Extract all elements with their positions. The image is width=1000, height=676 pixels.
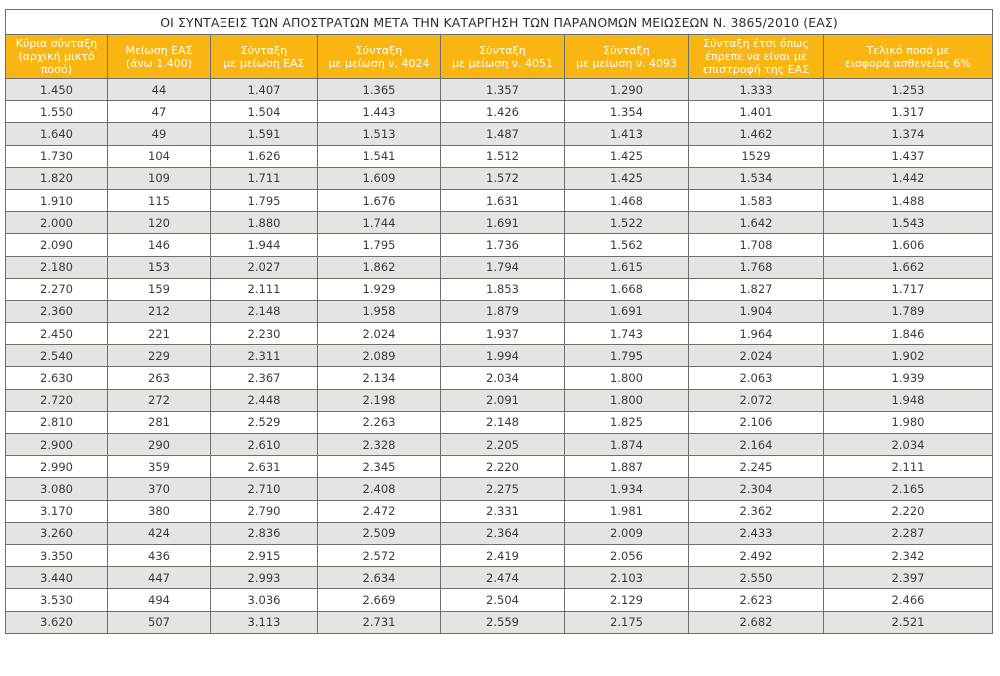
table-cell: 1.572 — [441, 167, 565, 189]
table-row — [6, 79, 993, 101]
table-cell: 1.879 — [441, 300, 565, 322]
table-cell: 2.397 — [824, 567, 993, 589]
table-row — [6, 345, 993, 367]
table-cell: 2.287 — [824, 522, 993, 544]
table-cell: 1.407 — [211, 79, 318, 101]
table-cell: 104 — [108, 145, 211, 167]
table-cell: 1.910 — [6, 189, 108, 211]
table-cell: 2.720 — [6, 389, 108, 411]
column-header-line: Τελικό ποσό με — [866, 43, 950, 57]
table-cell: 2.103 — [565, 567, 689, 589]
table-cell: 281 — [108, 411, 211, 433]
table-cell: 109 — [108, 167, 211, 189]
header-pension-4051 — [441, 35, 565, 79]
table-cell: 2.810 — [6, 411, 108, 433]
table-cell: 2.165 — [824, 478, 993, 500]
table-cell: 2.466 — [824, 589, 993, 611]
table-cell: 146 — [108, 234, 211, 256]
table-cell: 2.559 — [441, 611, 565, 633]
table-cell: 3.350 — [6, 544, 108, 566]
table-row — [6, 522, 993, 544]
table-cell: 2.027 — [211, 256, 318, 278]
table-cell: 1.543 — [824, 212, 993, 234]
table-cell: 2.148 — [211, 300, 318, 322]
column-header-line: έπρεπε να είναι με — [705, 50, 807, 63]
table-cell: 1.512 — [441, 145, 565, 167]
table-row — [6, 456, 993, 478]
table-cell: 2.072 — [689, 389, 824, 411]
table-cell: 1.827 — [689, 278, 824, 300]
table-cell: 1.317 — [824, 101, 993, 123]
table-cell: 159 — [108, 278, 211, 300]
table-cell: 1.743 — [565, 323, 689, 345]
title-row — [6, 10, 993, 35]
table-cell: 2.790 — [211, 500, 318, 522]
table-cell: 1.504 — [211, 101, 318, 123]
table-cell: 1.513 — [318, 123, 441, 145]
table-cell: 2.164 — [689, 434, 824, 456]
table-cell: 153 — [108, 256, 211, 278]
table-title: ΟΙ ΣΥΝΤΑΞΕΙΣ ΤΩΝ ΑΠΟΣΤΡΑΤΩΝ ΜΕΤΑ ΤΗΝ ΚΑΤΑΡΓΗΣΗ ΤΩΝ ΠΑΡΑΝΟΜΩΝ ΜΕΙΩΣΕΩΝ Ν. 3865/2010 (ΕΑΣ) — [6, 10, 993, 35]
table-row — [6, 323, 993, 345]
table-cell: 2.230 — [211, 323, 318, 345]
table-cell: 1.631 — [441, 189, 565, 211]
table-cell: 2.731 — [318, 611, 441, 633]
table-cell: 1.904 — [689, 300, 824, 322]
table-cell: 1.462 — [689, 123, 824, 145]
table-cell: 2.682 — [689, 611, 824, 633]
table-cell: 1.937 — [441, 323, 565, 345]
table-cell: 2.540 — [6, 345, 108, 367]
table-cell: 263 — [108, 367, 211, 389]
table-cell: 3.080 — [6, 478, 108, 500]
table-cell: 1.958 — [318, 300, 441, 322]
table-cell: 1.939 — [824, 367, 993, 389]
table-row — [6, 256, 993, 278]
table-cell: 2.034 — [441, 367, 565, 389]
table-row — [6, 544, 993, 566]
table-cell: 1.929 — [318, 278, 441, 300]
table-cell: 1.487 — [441, 123, 565, 145]
table-cell: 2.263 — [318, 411, 441, 433]
table-cell: 2.572 — [318, 544, 441, 566]
column-header-line: Μείωση ΕΑΣ — [125, 43, 193, 57]
table-cell: 2.521 — [824, 611, 993, 633]
table-cell: 2.623 — [689, 589, 824, 611]
table-cell: 1.994 — [441, 345, 565, 367]
table-cell: 494 — [108, 589, 211, 611]
table-row — [6, 611, 993, 633]
table-cell: 2.610 — [211, 434, 318, 456]
table-cell: 1.795 — [318, 234, 441, 256]
table-cell: 1.880 — [211, 212, 318, 234]
table-cell: 1.711 — [211, 167, 318, 189]
table-cell: 3.036 — [211, 589, 318, 611]
table-cell: 1.980 — [824, 411, 993, 433]
table-cell: 2.993 — [211, 567, 318, 589]
table-cell: 1.413 — [565, 123, 689, 145]
column-header-line: Σύνταξη έτσι όπως — [703, 37, 809, 50]
column-header-line: (αρχική μικτό — [18, 50, 95, 63]
table-cell: 2.900 — [6, 434, 108, 456]
column-header-line: Κύρια σύνταξη — [15, 37, 98, 50]
table-cell: 2.148 — [441, 411, 565, 433]
table-cell: 436 — [108, 544, 211, 566]
table-cell: 1.541 — [318, 145, 441, 167]
table-cell: 1.789 — [824, 300, 993, 322]
table-cell: 2.111 — [211, 278, 318, 300]
table-cell: 2.433 — [689, 522, 824, 544]
table-cell: 1.450 — [6, 79, 108, 101]
table-row — [6, 434, 993, 456]
table-cell: 1.730 — [6, 145, 108, 167]
table-row — [6, 145, 993, 167]
table-cell: 2.450 — [6, 323, 108, 345]
table-cell: 1.354 — [565, 101, 689, 123]
table-cell: 359 — [108, 456, 211, 478]
table-cell: 2.342 — [824, 544, 993, 566]
table-cell: 2.364 — [441, 522, 565, 544]
table-cell: 2.111 — [824, 456, 993, 478]
table-cell: 2.129 — [565, 589, 689, 611]
table-cell: 1.626 — [211, 145, 318, 167]
table-cell: 1.794 — [441, 256, 565, 278]
table-cell: 2.311 — [211, 345, 318, 367]
table-cell: 2.915 — [211, 544, 318, 566]
table-cell: 370 — [108, 478, 211, 500]
table-cell: 1.820 — [6, 167, 108, 189]
table-cell: 2.474 — [441, 567, 565, 589]
table-cell: 2.198 — [318, 389, 441, 411]
table-cell: 2.448 — [211, 389, 318, 411]
table-cell: 2.710 — [211, 478, 318, 500]
column-header-line: με μείωση ν. 4093 — [576, 56, 677, 70]
table-cell: 2.089 — [318, 345, 441, 367]
table-cell: 290 — [108, 434, 211, 456]
table-cell: 2.134 — [318, 367, 441, 389]
header-pension-with-eas-refund — [689, 35, 824, 79]
table-cell: 3.170 — [6, 500, 108, 522]
table-cell: 1.615 — [565, 256, 689, 278]
table-cell: 2.367 — [211, 367, 318, 389]
table-cell: 1.744 — [318, 212, 441, 234]
table-row — [6, 212, 993, 234]
table-cell: 1.795 — [565, 345, 689, 367]
table-cell: 1.662 — [824, 256, 993, 278]
table-row — [6, 101, 993, 123]
table-cell: 2.504 — [441, 589, 565, 611]
table-cell: 2.630 — [6, 367, 108, 389]
table-cell: 1.691 — [441, 212, 565, 234]
table-cell: 1.583 — [689, 189, 824, 211]
table-cell: 3.260 — [6, 522, 108, 544]
table-cell: 1.800 — [565, 389, 689, 411]
table-cell: 1.944 — [211, 234, 318, 256]
table-row — [6, 278, 993, 300]
table-cell: 2.000 — [6, 212, 108, 234]
table-cell: 2.550 — [689, 567, 824, 589]
table-cell: 1.442 — [824, 167, 993, 189]
table-cell: 1.374 — [824, 123, 993, 145]
table-cell: 1.846 — [824, 323, 993, 345]
table-cell: 120 — [108, 212, 211, 234]
table-cell: 2.275 — [441, 478, 565, 500]
column-header-line: Σύνταξη — [355, 43, 403, 57]
column-header-line: Σύνταξη — [603, 43, 650, 57]
table-row — [6, 411, 993, 433]
table-cell: 212 — [108, 300, 211, 322]
table-cell: 2.220 — [441, 456, 565, 478]
table-cell: 507 — [108, 611, 211, 633]
table-cell: 3.440 — [6, 567, 108, 589]
table-cell: 1.425 — [565, 167, 689, 189]
table-body — [6, 79, 993, 634]
table-cell: 424 — [108, 522, 211, 544]
table-cell: 2.024 — [689, 345, 824, 367]
table-cell: 1.522 — [565, 212, 689, 234]
table-cell: 2.024 — [318, 323, 441, 345]
table-row — [6, 300, 993, 322]
table-cell: 1529 — [689, 145, 824, 167]
table-cell: 2.180 — [6, 256, 108, 278]
table-cell: 2.362 — [689, 500, 824, 522]
column-header-line: ποσό) — [40, 63, 73, 76]
table-cell: 1.948 — [824, 389, 993, 411]
table-cell: 1.426 — [441, 101, 565, 123]
table-cell: 1.800 — [565, 367, 689, 389]
column-header-line: εισφορά ασθενείας 6% — [845, 56, 971, 70]
table-cell: 1.676 — [318, 189, 441, 211]
table-cell: 2.205 — [441, 434, 565, 456]
table-cell: 1.437 — [824, 145, 993, 167]
table-cell: 447 — [108, 567, 211, 589]
table-cell: 2.063 — [689, 367, 824, 389]
table-cell: 49 — [108, 123, 211, 145]
table-cell: 1.668 — [565, 278, 689, 300]
header-pension-eas — [211, 35, 318, 79]
table-row — [6, 589, 993, 611]
table-cell: 2.245 — [689, 456, 824, 478]
table-cell: 115 — [108, 189, 211, 211]
table-cell: 1.253 — [824, 79, 993, 101]
table-row — [6, 500, 993, 522]
table-cell: 1.640 — [6, 123, 108, 145]
table-cell: 1.609 — [318, 167, 441, 189]
table-cell: 2.634 — [318, 567, 441, 589]
column-header-line: επιστροφή της ΕΑΣ — [702, 63, 810, 76]
header-main-pension — [6, 35, 108, 79]
table-cell: 2.990 — [6, 456, 108, 478]
table-row — [6, 167, 993, 189]
table-cell: 1.357 — [441, 79, 565, 101]
table-cell: 3.530 — [6, 589, 108, 611]
table-cell: 2.304 — [689, 478, 824, 500]
pension-table — [5, 9, 993, 634]
table-cell: 3.113 — [211, 611, 318, 633]
table-cell: 1.708 — [689, 234, 824, 256]
table-row — [6, 478, 993, 500]
table-cell: 1.290 — [565, 79, 689, 101]
table-cell: 1.562 — [565, 234, 689, 256]
header-eas-reduction — [108, 35, 211, 79]
table-cell: 2.509 — [318, 522, 441, 544]
table-cell: 1.887 — [565, 456, 689, 478]
pension-table-container — [5, 9, 992, 634]
table-cell: 1.333 — [689, 79, 824, 101]
table-cell: 1.468 — [565, 189, 689, 211]
table-cell: 2.106 — [689, 411, 824, 433]
header-pension-4024 — [318, 35, 441, 79]
table-cell: 1.488 — [824, 189, 993, 211]
table-cell: 2.056 — [565, 544, 689, 566]
table-cell: 2.220 — [824, 500, 993, 522]
table-cell: 2.631 — [211, 456, 318, 478]
table-cell: 2.331 — [441, 500, 565, 522]
table-cell: 47 — [108, 101, 211, 123]
header-row — [6, 35, 993, 79]
table-cell: 2.091 — [441, 389, 565, 411]
column-header-line: με μείωση ν. 4024 — [328, 56, 430, 70]
column-header-line: Σύνταξη — [240, 43, 288, 57]
table-cell: 1.736 — [441, 234, 565, 256]
table-cell: 2.472 — [318, 500, 441, 522]
table-cell: 1.365 — [318, 79, 441, 101]
table-row — [6, 189, 993, 211]
column-header-line: Σύνταξη — [479, 43, 526, 57]
table-cell: 1.902 — [824, 345, 993, 367]
column-header-line: με μείωση ΕΑΣ — [223, 56, 305, 70]
table-cell: 1.401 — [689, 101, 824, 123]
table-cell: 1.443 — [318, 101, 441, 123]
table-cell: 2.360 — [6, 300, 108, 322]
table-row — [6, 389, 993, 411]
table-cell: 2.175 — [565, 611, 689, 633]
table-cell: 2.345 — [318, 456, 441, 478]
table-row — [6, 234, 993, 256]
table-cell: 380 — [108, 500, 211, 522]
table-cell: 1.534 — [689, 167, 824, 189]
table-cell: 1.425 — [565, 145, 689, 167]
header-final-amount — [824, 35, 993, 79]
table-cell: 2.009 — [565, 522, 689, 544]
table-cell: 1.964 — [689, 323, 824, 345]
table-cell: 1.691 — [565, 300, 689, 322]
table-cell: 2.529 — [211, 411, 318, 433]
table-cell: 1.591 — [211, 123, 318, 145]
column-header-line: με μείωση ν. 4051 — [452, 56, 553, 70]
table-cell: 2.669 — [318, 589, 441, 611]
table-cell: 2.090 — [6, 234, 108, 256]
table-cell: 1.550 — [6, 101, 108, 123]
table-cell: 2.270 — [6, 278, 108, 300]
table-cell: 1.768 — [689, 256, 824, 278]
table-cell: 2.836 — [211, 522, 318, 544]
table-cell: 1.795 — [211, 189, 318, 211]
table-cell: 1.934 — [565, 478, 689, 500]
table-cell: 1.825 — [565, 411, 689, 433]
table-cell: 2.492 — [689, 544, 824, 566]
table-cell: 1.642 — [689, 212, 824, 234]
table-cell: 2.419 — [441, 544, 565, 566]
table-cell: 2.328 — [318, 434, 441, 456]
table-cell: 1.606 — [824, 234, 993, 256]
table-cell: 1.717 — [824, 278, 993, 300]
table-cell: 1.981 — [565, 500, 689, 522]
table-cell: 2.034 — [824, 434, 993, 456]
header-pension-4093 — [565, 35, 689, 79]
table-cell: 221 — [108, 323, 211, 345]
table-cell: 1.862 — [318, 256, 441, 278]
table-row — [6, 367, 993, 389]
table-cell: 44 — [108, 79, 211, 101]
table-cell: 1.853 — [441, 278, 565, 300]
table-row — [6, 567, 993, 589]
table-row — [6, 123, 993, 145]
table-cell: 229 — [108, 345, 211, 367]
table-cell: 3.620 — [6, 611, 108, 633]
table-cell: 2.408 — [318, 478, 441, 500]
column-header-line: (άνω 1.400) — [125, 56, 193, 70]
table-cell: 1.874 — [565, 434, 689, 456]
table-cell: 272 — [108, 389, 211, 411]
